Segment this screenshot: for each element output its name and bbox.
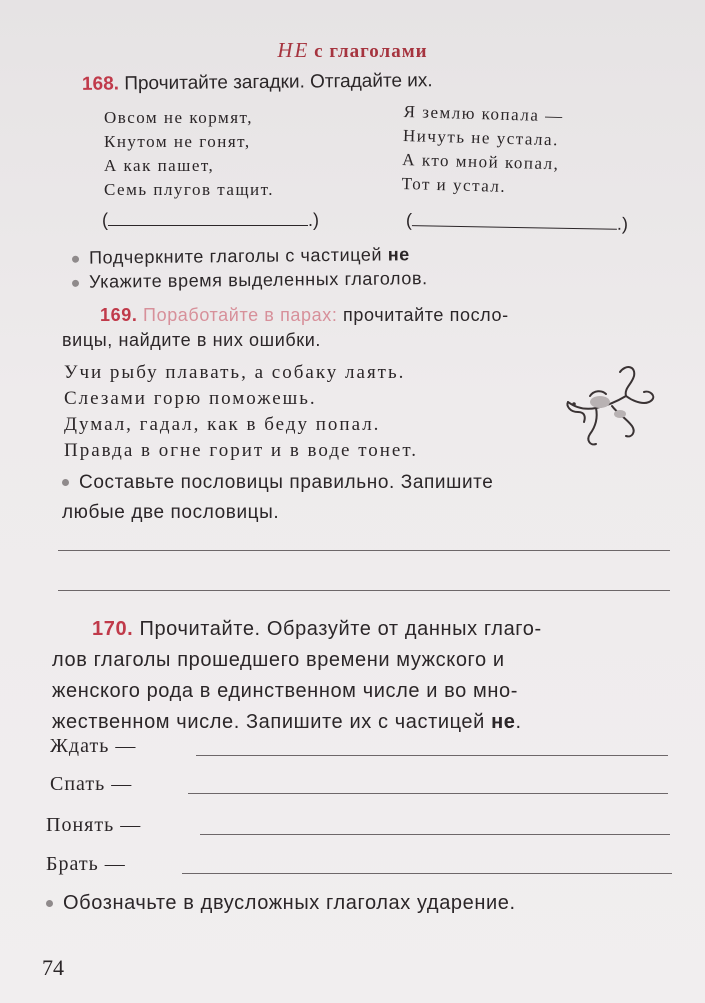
verb-answer-line[interactable] [200,834,670,835]
proverb: Думал, гадал, как в беду попал. [64,414,381,435]
ex169-highlight: Поработайте в парах: [143,305,338,325]
ex169-bullet: Составьте пословицы правильно. Запишите [62,472,493,494]
header-ne: НЕ [277,38,310,62]
ex168-bullet-2: Укажите время выделенных глаголов. [72,268,428,293]
ex168-number: 168. [81,73,120,95]
proverbs [64,360,418,464]
riddle-right-line: А кто мной копал, [402,149,560,174]
riddle-left-line: Овсом не кормят, [104,108,253,127]
riddle-right-line: Ничуть не устала. [402,125,560,150]
dog-illustration [560,362,660,454]
riddle-right-line: Я землю копала — [403,101,564,126]
bullet-dot [46,900,53,907]
ex170-bullet: Обозначьте в двусложных глаголах ударение. [46,892,516,915]
riddle-left-line: Кнутом не гонят, [104,132,251,151]
verb-answer-line[interactable] [188,793,668,794]
writing-line[interactable] [58,550,670,551]
ex170-instruction-lines: лов глаголы прошедшего времени мужского и женского рода в единственном числе и во мно- жественном числе. Запишите их с частицей не. [52,649,522,733]
writing-line[interactable] [58,590,670,591]
riddle-left-line: Семь плугов тащит. [104,180,275,199]
riddle-right [401,100,564,200]
riddle-right-line: Тот и устал. [401,173,507,196]
ex169-number: 169. [100,305,138,325]
answer-line [108,225,308,226]
ex168-text: Прочитайте загадки. Отгадайте их. [124,70,433,95]
verb-answer-line[interactable] [182,873,672,874]
proverb: Слезами горю поможешь. [64,388,317,409]
ex170-instruction: 170. Прочитайте. Образуйте от данных глаго- [92,618,542,640]
ex168-bullet-1: Подчеркните глаголы с частицей не [72,244,410,269]
answer-blank-right[interactable]: ( .) [405,210,629,234]
header-rest: с глаголами [314,41,428,62]
verb-answer-line[interactable] [196,755,668,756]
verb-understand: Понять — [46,814,142,836]
ex170-number: 170. [92,618,134,640]
ex168-instruction [82,70,433,96]
ex169-instruction-2: вицы, найдите в них ошибки. [62,330,321,350]
proverb: Учи рыбу плавать, а собаку лаять. [64,362,406,383]
page-number: 74 [42,955,64,980]
verb-sleep: Спать — [50,773,133,795]
ex169-bullet-2: любые две пословицы. [62,502,280,523]
riddle-left [104,106,274,202]
answer-line [412,225,617,230]
bullet-dot [72,280,79,287]
proverb: Правда в огне горит и в воде тонет. [64,440,418,461]
bullet-dot [62,479,69,486]
ex169-instruction: 169. Поработайте в парах: прочитайте посло- [100,305,509,325]
page-header [0,38,705,63]
verb-take: Брать — [46,853,126,875]
answer-blank-left[interactable]: ( .) [102,210,319,230]
verb-wait: Ждать — [50,735,137,757]
bullet-dot [72,255,79,262]
riddle-left-line: А как пашет, [104,156,215,175]
